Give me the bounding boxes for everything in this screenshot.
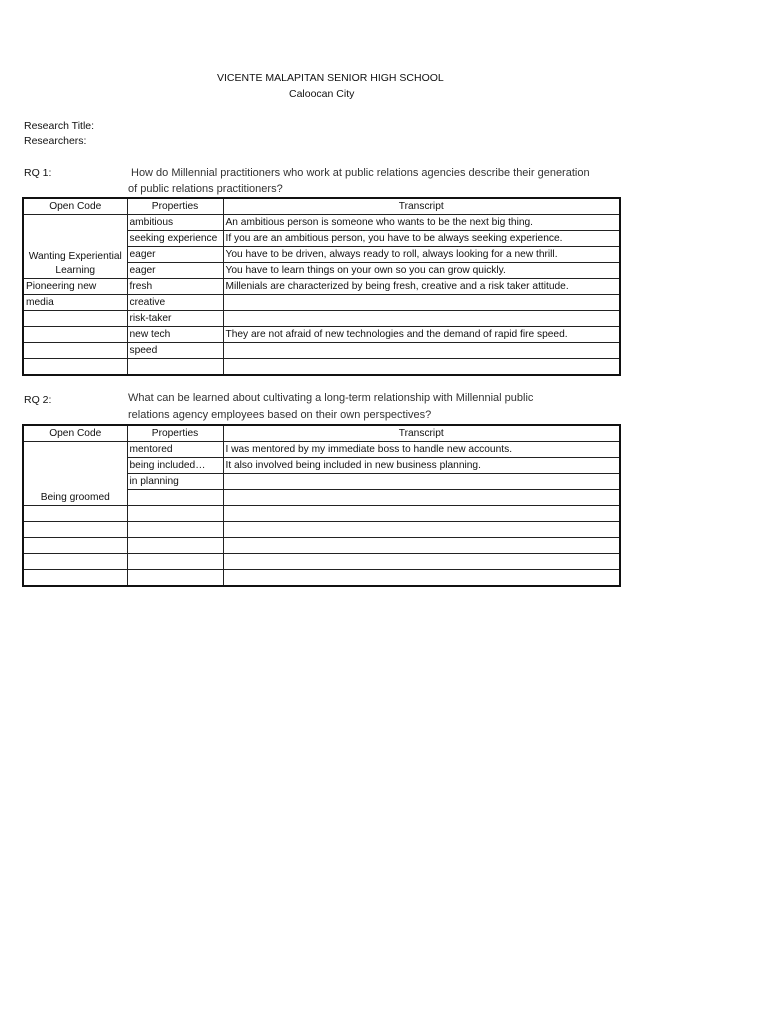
transcript-cell: You have to learn things on your own so you can grow quickly. [223, 263, 620, 279]
property-cell: speed [127, 343, 223, 359]
header-transcript: Transcript [223, 198, 620, 215]
transcript-cell [223, 295, 620, 311]
rq1-question-line1: How do Millennial practitioners who work at public relations agencies describe their generation [131, 167, 590, 179]
property-cell: eager [127, 263, 223, 279]
open-code-cell [23, 522, 127, 538]
transcript-cell: They are not afraid of new technologies and the demand of rapid fire speed. [223, 327, 620, 343]
table-row [23, 522, 620, 538]
table-row [23, 442, 620, 458]
rq2-label: RQ 2: [24, 394, 52, 406]
property-cell: mentored [127, 442, 223, 458]
property-cell [127, 506, 223, 522]
open-code-cell [23, 570, 127, 587]
rq2-question-line1: What can be learned about cultivating a long-term relationship with Millennial public [128, 392, 534, 404]
table-row [23, 215, 620, 231]
transcript-cell [223, 311, 620, 327]
open-code-cell: Pioneering new [23, 279, 127, 295]
header-open-code: Open Code [23, 198, 127, 215]
open-code-cell: media [23, 295, 127, 311]
property-cell: fresh [127, 279, 223, 295]
open-code-cell: Being groomed [23, 442, 127, 506]
property-cell [127, 554, 223, 570]
open-code-cell: Wanting Experiential Learning [23, 215, 127, 279]
researchers-label: Researchers: [24, 135, 87, 147]
property-cell: risk-taker [127, 311, 223, 327]
table-row [23, 279, 620, 295]
rq2-question-line2: relations agency employees based on their own perspectives? [128, 409, 432, 421]
property-cell [127, 490, 223, 506]
transcript-cell [223, 570, 620, 587]
open-code-cell [23, 343, 127, 359]
header-transcript: Transcript [223, 425, 620, 442]
table-row [23, 570, 620, 587]
transcript-cell [223, 490, 620, 506]
open-code-cell [23, 311, 127, 327]
research-title-label: Research Title: [24, 120, 95, 132]
property-cell: eager [127, 247, 223, 263]
transcript-cell [223, 522, 620, 538]
city-name: Caloocan City [289, 88, 355, 100]
table-row [23, 554, 620, 570]
table-header-row [23, 198, 620, 215]
property-cell: creative [127, 295, 223, 311]
transcript-cell: You have to be driven, always ready to roll, always looking for a new thrill. [223, 247, 620, 263]
table-row [23, 538, 620, 554]
rq2-table [22, 424, 621, 587]
property-cell: new tech [127, 327, 223, 343]
transcript-cell [223, 343, 620, 359]
open-code-cell [23, 359, 127, 376]
transcript-cell [223, 506, 620, 522]
transcript-cell: I was mentored by my immediate boss to handle new accounts. [223, 442, 620, 458]
open-code-cell [23, 506, 127, 522]
property-cell: ambitious [127, 215, 223, 231]
table-header-row [23, 425, 620, 442]
transcript-cell [223, 474, 620, 490]
transcript-cell: An ambitious person is someone who wants to be the next big thing. [223, 215, 620, 231]
property-cell [127, 570, 223, 587]
transcript-cell [223, 538, 620, 554]
property-cell [127, 538, 223, 554]
rq1-label: RQ 1: [24, 167, 52, 179]
property-cell [127, 359, 223, 376]
transcript-cell [223, 359, 620, 376]
table-row [23, 327, 620, 343]
table-row [23, 311, 620, 327]
header-properties: Properties [127, 425, 223, 442]
table-row [23, 343, 620, 359]
property-cell: being included… [127, 458, 223, 474]
transcript-cell: If you are an ambitious person, you have to be always seeking experience. [223, 231, 620, 247]
table-row [23, 506, 620, 522]
property-cell: seeking experience [127, 231, 223, 247]
transcript-cell: Millenials are characterized by being fresh, creative and a risk taker attitude. [223, 279, 620, 295]
table-row [23, 359, 620, 376]
header-open-code: Open Code [23, 425, 127, 442]
property-cell [127, 522, 223, 538]
open-code-cell [23, 538, 127, 554]
property-cell: in planning [127, 474, 223, 490]
school-name: VICENTE MALAPITAN SENIOR HIGH SCHOOL [217, 72, 444, 84]
table-row [23, 295, 620, 311]
header-properties: Properties [127, 198, 223, 215]
open-code-cell [23, 554, 127, 570]
rq1-table [22, 197, 621, 376]
open-code-cell [23, 327, 127, 343]
transcript-cell [223, 554, 620, 570]
rq1-question-line2: of public relations practitioners? [128, 183, 283, 195]
transcript-cell: It also involved being included in new business planning. [223, 458, 620, 474]
